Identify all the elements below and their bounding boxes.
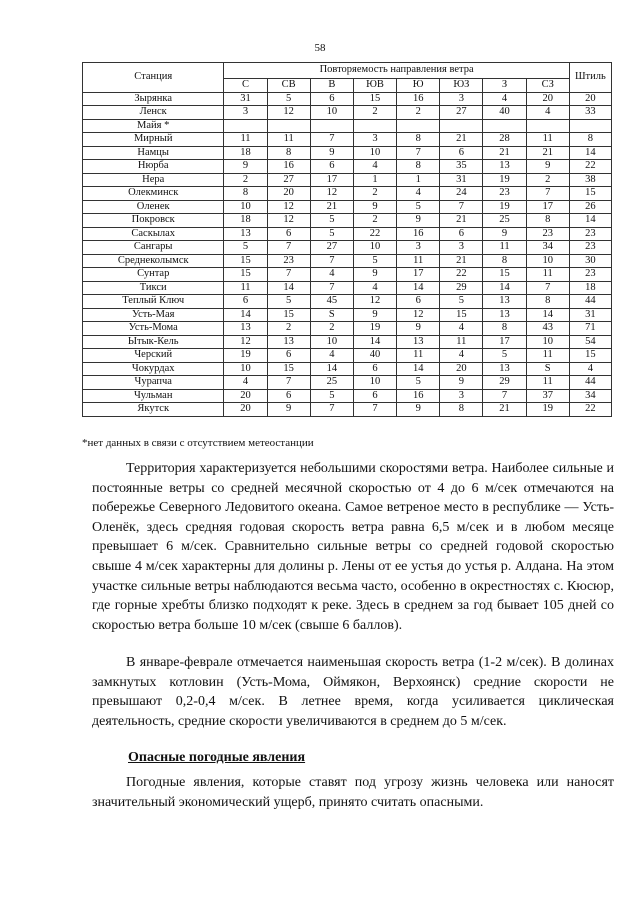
value-cell: 23 [267,254,310,268]
value-cell: 19 [224,349,267,363]
table-row [83,403,612,417]
station-cell: Оленек [83,200,224,214]
value-cell: 23 [526,227,569,241]
paragraph-1 [92,459,614,635]
value-cell: 34 [526,241,569,255]
value-cell: 3 [440,389,483,403]
value-cell: 12 [267,200,310,214]
direction-header: ЮВ [353,79,396,93]
value-cell: 6 [353,362,396,376]
station-cell: Тикси [83,281,224,295]
value-cell: 4 [224,376,267,390]
calm-cell: 38 [569,173,611,187]
value-cell: 5 [224,241,267,255]
value-cell: 5 [483,349,526,363]
paragraph-3-text: Погодные явления, которые ставят под угрозу жизнь человека или наносят значительный экономический ущерб, принято считать опасными. [92,775,614,810]
value-cell: 9 [526,160,569,174]
calm-cell: 15 [569,349,611,363]
table-row [83,376,612,390]
calm-cell: 30 [569,254,611,268]
value-cell: 5 [310,389,353,403]
table-row [83,389,612,403]
calm-cell: 54 [569,335,611,349]
calm-cell: 44 [569,295,611,309]
value-cell: 9 [397,214,440,228]
value-cell: 25 [310,376,353,390]
calm-cell: 15 [569,187,611,201]
wind-direction-table [82,62,612,417]
value-cell: 19 [483,200,526,214]
value-cell: 15 [267,362,310,376]
value-cell: 4 [397,187,440,201]
value-cell: 11 [526,268,569,282]
station-cell: Ленск [83,106,224,120]
value-cell: 20 [440,362,483,376]
calm-cell: 22 [569,403,611,417]
table-body [83,92,612,416]
value-cell: 29 [483,376,526,390]
paragraph-2-text: В январе-феврале отмечается наименьшая скорость ветра (1-2 м/сек). В долинах замкнутых котловин (Усть-Мома, Оймякон, Верхоянск) средние скорости не превышают 0,2-0,4 м/сек. В летнее время, когда усиливается циклическая деятельность, средние скорости увеличиваются в среднем до 5 м/сек. [92,655,614,729]
value-cell [526,119,569,133]
value-cell: 12 [353,295,396,309]
calm-cell: 44 [569,376,611,390]
value-cell: 8 [483,322,526,336]
station-cell: Олекминск [83,187,224,201]
value-cell: 17 [526,200,569,214]
value-cell: 18 [224,214,267,228]
calm-cell: 31 [569,308,611,322]
value-cell: 21 [440,254,483,268]
table-row [83,362,612,376]
value-cell: 7 [526,281,569,295]
table-row [83,160,612,174]
value-cell [267,119,310,133]
value-cell: 16 [397,389,440,403]
value-cell: 10 [310,335,353,349]
paragraph-2 [92,653,614,731]
value-cell: 2 [310,322,353,336]
calm-cell: 4 [569,362,611,376]
value-cell: 7 [440,200,483,214]
paragraph-1-text: Территория характеризуется небольшими скоростями ветра. Наиболее сильные и постоянные ветры со средней месячной скоростью от 4 до 6 м/сек отмечаются на побережье Северного Ледовитого океана. Самое ветреное место в республике — Усть-Оленёк, здесь средняя годовая скорость ветра равна 6,5 м/сек и в любом месяце превышает 6 м/сек. Сравнительно сильные ветры со средней годовой скоростью свыше 4 м/сек характерны для долины р. Лены от ее устья до устья р. Алдана. На этом участке сильные ветры наблюдаются весьма часто, особенно в окрестностях с. Кюсюр, где горные хребты близко подходят к реке. Здесь в среднем за год бывает 105 дней со скоростью ветра больше 10 м/сек (свыше 6 баллов). [92,461,614,633]
calm-cell: 23 [569,268,611,282]
value-cell: 7 [310,281,353,295]
value-cell: 19 [526,403,569,417]
page-number: 58 [314,42,326,54]
value-cell: 16 [267,160,310,174]
value-cell: 20 [224,403,267,417]
station-cell: Усть-Мома [83,322,224,336]
table-row [83,349,612,363]
value-cell: 4 [483,92,526,106]
value-cell: 17 [310,173,353,187]
value-cell: 9 [397,322,440,336]
value-cell: 16 [397,92,440,106]
value-cell: 28 [483,133,526,147]
value-cell: 7 [310,254,353,268]
value-cell: 4 [310,349,353,363]
value-cell: 21 [310,200,353,214]
value-cell: 6 [353,389,396,403]
value-cell: 11 [483,241,526,255]
value-cell: 3 [397,241,440,255]
value-cell: 15 [267,308,310,322]
calm-cell: 22 [569,160,611,174]
value-cell: 7 [267,376,310,390]
value-cell: 6 [267,227,310,241]
value-cell: 7 [267,268,310,282]
value-cell: 2 [353,187,396,201]
value-cell [483,119,526,133]
value-cell: 4 [440,349,483,363]
value-cell: 10 [526,254,569,268]
value-cell: 6 [267,349,310,363]
value-cell: 31 [440,173,483,187]
value-cell: 5 [397,376,440,390]
table-row [83,295,612,309]
calm-cell [569,119,611,133]
value-cell: 5 [440,295,483,309]
station-cell: Покровск [83,214,224,228]
value-cell: 19 [353,322,396,336]
value-cell: 27 [310,241,353,255]
table-row [83,281,612,295]
value-cell: 5 [353,254,396,268]
value-cell: 8 [224,187,267,201]
calm-cell: 14 [569,146,611,160]
value-cell: 8 [397,160,440,174]
value-cell: 27 [440,106,483,120]
value-cell: 6 [267,389,310,403]
value-cell: 7 [310,403,353,417]
station-cell: Сангары [83,241,224,255]
table-row [83,133,612,147]
direction-header: СВ [267,79,310,93]
value-cell: 12 [397,308,440,322]
value-cell: 14 [397,281,440,295]
table-row [83,146,612,160]
station-cell: Чурапча [83,376,224,390]
station-cell: Мирный [83,133,224,147]
station-cell: Майя * [83,119,224,133]
value-cell: 2 [224,173,267,187]
value-cell: 9 [310,146,353,160]
table-row [83,227,612,241]
value-cell: 7 [353,403,396,417]
value-cell: 20 [267,187,310,201]
value-cell: 8 [267,146,310,160]
station-cell: Теплый Ключ [83,295,224,309]
value-cell: 5 [310,214,353,228]
footnote: *нет данных в связи с отсутствием метеостанции [82,437,314,449]
table-row [83,335,612,349]
station-cell: Зырянка [83,92,224,106]
value-cell: 14 [224,308,267,322]
value-cell: 2 [526,173,569,187]
calm-cell: 33 [569,106,611,120]
value-cell: 9 [353,200,396,214]
value-cell: 45 [310,295,353,309]
direction-group-header: Повторяемость направления ветра [224,63,569,79]
value-cell: 5 [267,92,310,106]
value-cell: 9 [224,160,267,174]
station-cell: Сунтар [83,268,224,282]
value-cell: S [526,362,569,376]
calm-cell: 71 [569,322,611,336]
value-cell: 9 [267,403,310,417]
value-cell: 12 [267,214,310,228]
value-cell: 17 [397,268,440,282]
value-cell: 8 [526,214,569,228]
calm-cell: 26 [569,200,611,214]
value-cell: 19 [483,173,526,187]
table-row [83,322,612,336]
station-cell: Чульман [83,389,224,403]
station-cell: Чокурдах [83,362,224,376]
station-cell: Среднеколымск [83,254,224,268]
value-cell: 9 [353,268,396,282]
value-cell [353,119,396,133]
value-cell: 13 [224,227,267,241]
calm-cell: 8 [569,133,611,147]
value-cell: 20 [224,389,267,403]
value-cell: 3 [224,106,267,120]
value-cell: 6 [310,160,353,174]
value-cell: 6 [224,295,267,309]
value-cell: 4 [353,160,396,174]
value-cell: 22 [353,227,396,241]
value-cell: 12 [310,187,353,201]
direction-header: С [224,79,267,93]
value-cell: 9 [397,403,440,417]
value-cell: 14 [526,308,569,322]
value-cell: 11 [267,133,310,147]
table-row [83,214,612,228]
value-cell: 27 [267,173,310,187]
value-cell: 4 [440,322,483,336]
value-cell: 3 [440,92,483,106]
value-cell: 11 [224,281,267,295]
value-cell: 7 [397,146,440,160]
value-cell: 24 [440,187,483,201]
value-cell: 9 [483,227,526,241]
value-cell [310,119,353,133]
value-cell: 15 [483,268,526,282]
value-cell: 43 [526,322,569,336]
value-cell: 16 [397,227,440,241]
value-cell [224,119,267,133]
calm-cell: 14 [569,214,611,228]
station-cell: Якутск [83,403,224,417]
value-cell: 14 [397,362,440,376]
value-cell: 6 [440,227,483,241]
table-row [83,200,612,214]
value-cell: 17 [483,335,526,349]
value-cell: 2 [353,214,396,228]
direction-header: З [483,79,526,93]
value-cell: 10 [310,106,353,120]
direction-header: В [310,79,353,93]
value-cell: 20 [526,92,569,106]
value-cell: 1 [353,173,396,187]
value-cell: 7 [310,133,353,147]
value-cell [397,119,440,133]
value-cell: 40 [353,349,396,363]
station-cell: Нюрба [83,160,224,174]
table-row [83,92,612,106]
value-cell: 7 [483,389,526,403]
value-cell: 5 [397,200,440,214]
station-cell: Усть-Мая [83,308,224,322]
table-row [83,173,612,187]
value-cell: 37 [526,389,569,403]
value-cell: 13 [483,295,526,309]
value-cell: 3 [440,241,483,255]
value-cell: 6 [310,92,353,106]
value-cell: 15 [353,92,396,106]
value-cell: 11 [526,376,569,390]
value-cell: 12 [224,335,267,349]
value-cell: 29 [440,281,483,295]
station-cell: Саскылах [83,227,224,241]
value-cell: 5 [267,295,310,309]
station-cell: Ытык-Кель [83,335,224,349]
value-cell: 10 [353,146,396,160]
value-cell: 23 [483,187,526,201]
table-row [83,308,612,322]
value-cell: 9 [353,308,396,322]
calm-cell: 20 [569,92,611,106]
value-cell: 10 [526,335,569,349]
value-cell: 13 [483,160,526,174]
value-cell: 10 [224,200,267,214]
station-cell: Намцы [83,146,224,160]
value-cell: 10 [353,376,396,390]
table-row [83,106,612,120]
value-cell: 10 [224,362,267,376]
table-row [83,119,612,133]
station-header: Станция [83,63,224,93]
value-cell: 7 [267,241,310,255]
direction-header: ЮЗ [440,79,483,93]
value-cell: 14 [483,281,526,295]
value-cell: 7 [526,187,569,201]
value-cell: 18 [224,146,267,160]
value-cell: 15 [224,254,267,268]
value-cell: 13 [483,362,526,376]
value-cell: 11 [526,349,569,363]
value-cell: 21 [483,403,526,417]
value-cell: 8 [483,254,526,268]
value-cell: 13 [267,335,310,349]
value-cell: 12 [267,106,310,120]
value-cell: 11 [440,335,483,349]
table-row [83,268,612,282]
value-cell: 14 [267,281,310,295]
value-cell: 8 [397,133,440,147]
value-cell: 2 [353,106,396,120]
calm-header: Штиль [569,63,611,93]
value-cell: 11 [224,133,267,147]
calm-cell: 18 [569,281,611,295]
value-cell: 31 [224,92,267,106]
value-cell: 2 [397,106,440,120]
calm-cell: 34 [569,389,611,403]
station-cell: Нера [83,173,224,187]
value-cell: 35 [440,160,483,174]
value-cell: 22 [440,268,483,282]
value-cell: 21 [440,133,483,147]
value-cell: 11 [397,254,440,268]
value-cell: 40 [483,106,526,120]
value-cell: 11 [526,133,569,147]
value-cell: 15 [440,308,483,322]
value-cell: 3 [353,133,396,147]
value-cell: 4 [526,106,569,120]
value-cell: 14 [310,362,353,376]
value-cell: 8 [440,403,483,417]
value-cell: 13 [483,308,526,322]
value-cell: 6 [397,295,440,309]
value-cell: 21 [483,146,526,160]
value-cell: 6 [440,146,483,160]
value-cell: S [310,308,353,322]
value-cell: 25 [483,214,526,228]
value-cell: 14 [353,335,396,349]
station-cell: Черский [83,349,224,363]
value-cell: 5 [310,227,353,241]
direction-header: Ю [397,79,440,93]
calm-cell: 23 [569,241,611,255]
value-cell: 4 [310,268,353,282]
calm-cell: 23 [569,227,611,241]
value-cell: 1 [397,173,440,187]
value-cell: 4 [353,281,396,295]
value-cell: 11 [397,349,440,363]
paragraph-3 [92,773,614,812]
value-cell: 9 [440,376,483,390]
value-cell: 13 [224,322,267,336]
value-cell: 15 [224,268,267,282]
value-cell: 13 [397,335,440,349]
section-heading: Опасные погодные явления [128,750,306,765]
table-row [83,241,612,255]
value-cell [440,119,483,133]
direction-header: СЗ [526,79,569,93]
value-cell: 2 [267,322,310,336]
value-cell: 8 [526,295,569,309]
value-cell: 10 [353,241,396,255]
table-row [83,187,612,201]
value-cell: 21 [526,146,569,160]
value-cell: 21 [440,214,483,228]
table-row [83,254,612,268]
